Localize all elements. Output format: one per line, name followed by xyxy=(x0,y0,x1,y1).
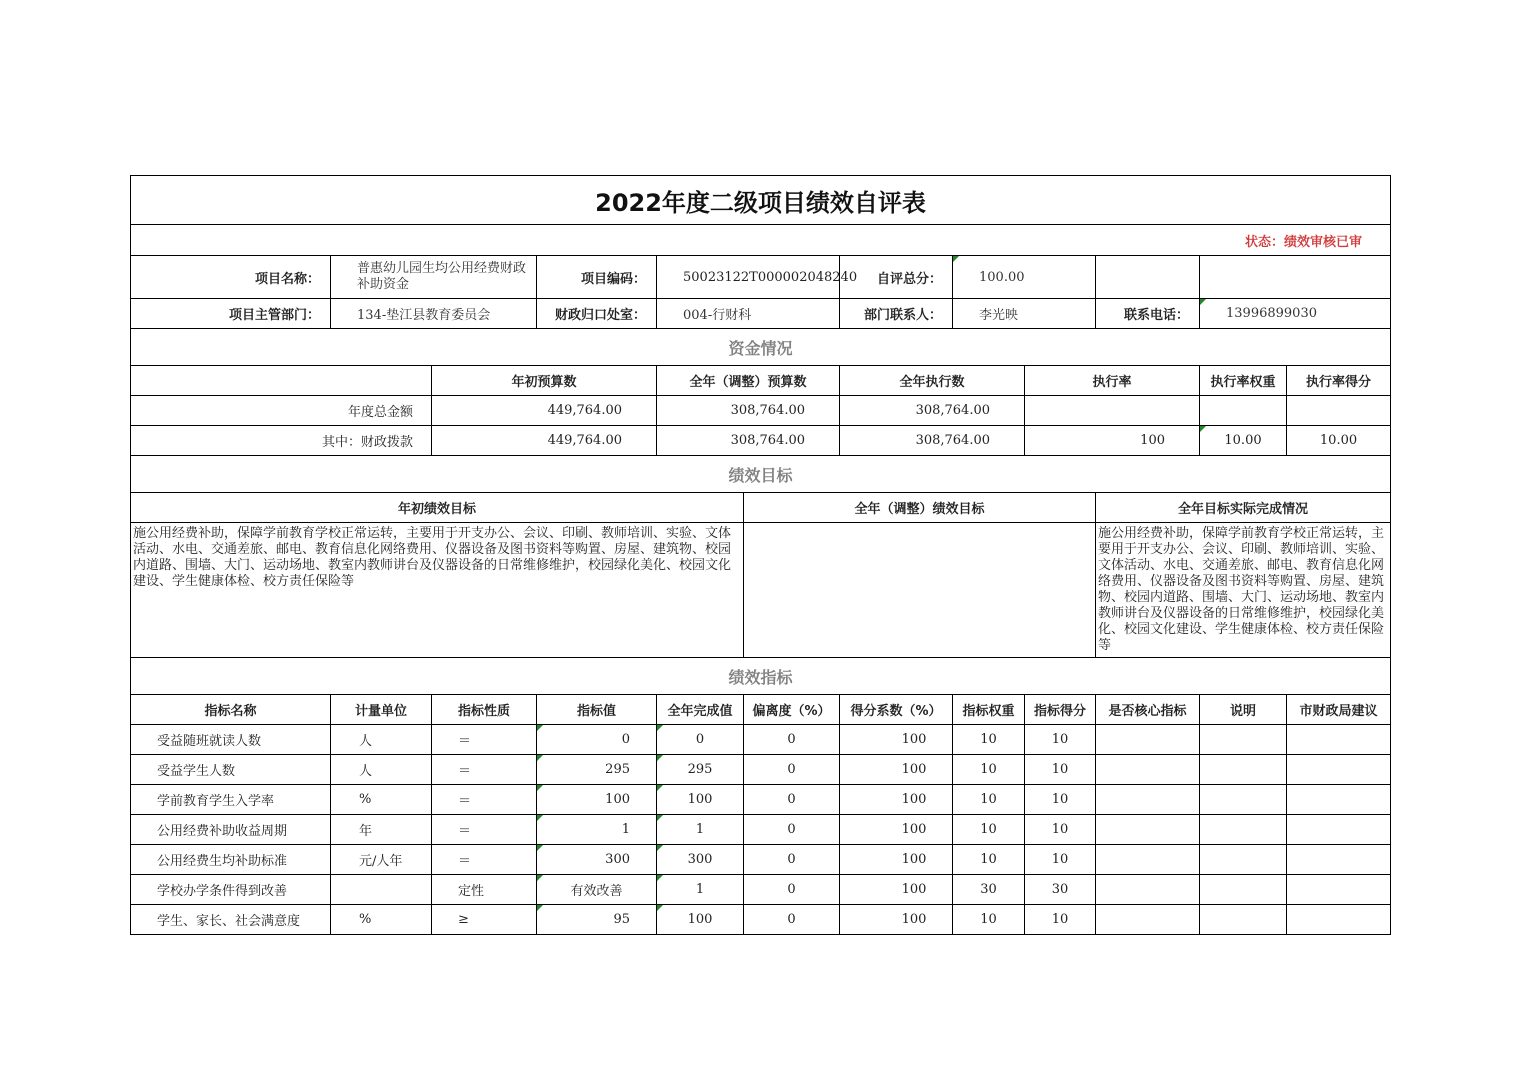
finance-value: 004-行财科 xyxy=(657,299,840,329)
table-row xyxy=(131,905,1391,935)
ind-note xyxy=(1200,755,1287,785)
ind-value: 300 xyxy=(537,845,657,875)
ind-advice xyxy=(1287,785,1391,815)
ind-header-note: 说明 xyxy=(1200,695,1287,725)
ind-unit: % xyxy=(331,905,432,935)
finance-label: 财政归口处室： xyxy=(537,299,657,329)
ind-nature: ＝ xyxy=(432,815,537,845)
ind-note xyxy=(1200,905,1287,935)
ind-score: 10 xyxy=(1025,905,1096,935)
funds-header-executed: 全年执行数 xyxy=(840,366,1025,396)
ind-actual: 300 xyxy=(657,845,744,875)
ind-coef: 100 xyxy=(840,815,953,845)
ind-deviation: 0 xyxy=(744,905,840,935)
ind-actual: 1 xyxy=(657,815,744,845)
ind-header-weight: 指标权重 xyxy=(953,695,1025,725)
ind-unit: 人 xyxy=(331,725,432,755)
ind-nature: 定性 xyxy=(432,875,537,905)
performance-evaluation-table xyxy=(130,175,1391,935)
ind-weight: 10 xyxy=(953,755,1025,785)
project-name-label: 项目名称： xyxy=(131,256,331,299)
project-code-label: 项目编码： xyxy=(537,256,657,299)
ind-nature: ＝ xyxy=(432,755,537,785)
ind-core xyxy=(1096,875,1200,905)
table-row xyxy=(131,815,1391,845)
ind-unit: 年 xyxy=(331,815,432,845)
ind-name: 受益随班就读人数 xyxy=(131,725,331,755)
ind-note xyxy=(1200,815,1287,845)
ind-nature: ＝ xyxy=(432,845,537,875)
empty-cell xyxy=(1200,256,1391,299)
funds-score xyxy=(1287,396,1391,426)
ind-header-core: 是否核心指标 xyxy=(1096,695,1200,725)
ind-advice xyxy=(1287,875,1391,905)
ind-header-unit: 计量单位 xyxy=(331,695,432,725)
ind-coef: 100 xyxy=(840,845,953,875)
goals-header-adjusted: 全年（调整）绩效目标 xyxy=(744,493,1096,523)
funds-initial: 449,764.00 xyxy=(432,426,657,456)
ind-core xyxy=(1096,725,1200,755)
goals-header-actual: 全年目标实际完成情况 xyxy=(1096,493,1391,523)
phone-value: 13996899030 xyxy=(1200,299,1391,329)
ind-coef: 100 xyxy=(840,755,953,785)
contact-label: 部门联系人： xyxy=(840,299,953,329)
ind-note xyxy=(1200,725,1287,755)
funds-rate: 100 xyxy=(1025,426,1200,456)
ind-advice xyxy=(1287,905,1391,935)
ind-name: 公用经费补助收益周期 xyxy=(131,815,331,845)
empty-cell xyxy=(131,366,432,396)
funds-row-label: 其中：财政拨款 xyxy=(131,426,432,456)
ind-weight: 10 xyxy=(953,905,1025,935)
project-code-value: 50023122T000002048240 xyxy=(657,256,840,299)
funds-section-title: 资金情况 xyxy=(131,329,1391,366)
ind-unit: 人 xyxy=(331,755,432,785)
funds-executed: 308,764.00 xyxy=(840,396,1025,426)
funds-weight: 10.00 xyxy=(1200,426,1287,456)
ind-coef: 100 xyxy=(840,725,953,755)
dept-value: 134-垫江县教育委员会 xyxy=(331,299,537,329)
ind-name: 公用经费生均补助标准 xyxy=(131,845,331,875)
goals-section-title: 绩效目标 xyxy=(131,456,1391,493)
ind-deviation: 0 xyxy=(744,875,840,905)
funds-executed: 308,764.00 xyxy=(840,426,1025,456)
ind-actual: 0 xyxy=(657,725,744,755)
phone-label: 联系电话： xyxy=(1096,299,1200,329)
ind-name: 学前教育学生入学率 xyxy=(131,785,331,815)
ind-core xyxy=(1096,845,1200,875)
ind-weight: 30 xyxy=(953,875,1025,905)
ind-header-name: 指标名称 xyxy=(131,695,331,725)
funds-header-adjusted: 全年（调整）预算数 xyxy=(657,366,840,396)
ind-note xyxy=(1200,875,1287,905)
ind-core xyxy=(1096,815,1200,845)
ind-deviation: 0 xyxy=(744,815,840,845)
self-score-value: 100.00 xyxy=(953,256,1096,299)
ind-advice xyxy=(1287,725,1391,755)
ind-weight: 10 xyxy=(953,815,1025,845)
ind-nature: ＝ xyxy=(432,785,537,815)
ind-unit: % xyxy=(331,785,432,815)
empty-cell xyxy=(1096,256,1200,299)
funds-header-weight: 执行率权重 xyxy=(1200,366,1287,396)
ind-value: 100 xyxy=(537,785,657,815)
ind-value: 295 xyxy=(537,755,657,785)
self-score-label: 自评总分： xyxy=(840,256,953,299)
table-row xyxy=(131,755,1391,785)
ind-actual: 295 xyxy=(657,755,744,785)
ind-score: 10 xyxy=(1025,845,1096,875)
ind-deviation: 0 xyxy=(744,785,840,815)
ind-score: 10 xyxy=(1025,815,1096,845)
ind-unit: 元/人年 xyxy=(331,845,432,875)
ind-score: 30 xyxy=(1025,875,1096,905)
ind-advice xyxy=(1287,755,1391,785)
ind-name: 学生、家长、社会满意度 xyxy=(131,905,331,935)
ind-weight: 10 xyxy=(953,725,1025,755)
ind-weight: 10 xyxy=(953,785,1025,815)
ind-core xyxy=(1096,755,1200,785)
ind-value: 1 xyxy=(537,815,657,845)
table-row xyxy=(131,845,1391,875)
ind-deviation: 0 xyxy=(744,725,840,755)
goal-adjusted-text xyxy=(744,523,1096,658)
funds-score: 10.00 xyxy=(1287,426,1391,456)
ind-coef: 100 xyxy=(840,785,953,815)
goals-header-initial: 年初绩效目标 xyxy=(131,493,744,523)
ind-header-advice: 市财政局建议 xyxy=(1287,695,1391,725)
funds-initial: 449,764.00 xyxy=(432,396,657,426)
contact-value: 李光映 xyxy=(953,299,1096,329)
funds-rate xyxy=(1025,396,1200,426)
ind-name: 受益学生人数 xyxy=(131,755,331,785)
table-row xyxy=(131,785,1391,815)
ind-actual: 100 xyxy=(657,905,744,935)
ind-value: 95 xyxy=(537,905,657,935)
ind-note xyxy=(1200,845,1287,875)
ind-nature: ≥ xyxy=(432,905,537,935)
ind-header-coef: 得分系数（%） xyxy=(840,695,953,725)
ind-header-nature: 指标性质 xyxy=(432,695,537,725)
ind-header-actual: 全年完成值 xyxy=(657,695,744,725)
funds-header-rate: 执行率 xyxy=(1025,366,1200,396)
ind-weight: 10 xyxy=(953,845,1025,875)
indicators-section-title: 绩效指标 xyxy=(131,658,1391,695)
dept-label: 项目主管部门： xyxy=(131,299,331,329)
ind-coef: 100 xyxy=(840,875,953,905)
ind-value: 0 xyxy=(537,725,657,755)
ind-score: 10 xyxy=(1025,785,1096,815)
project-name-value: 普惠幼儿园生均公用经费财政补助资金 xyxy=(331,256,537,299)
funds-header-score: 执行率得分 xyxy=(1287,366,1391,396)
funds-adjusted: 308,764.00 xyxy=(657,396,840,426)
ind-nature: ＝ xyxy=(432,725,537,755)
funds-adjusted: 308,764.00 xyxy=(657,426,840,456)
ind-core xyxy=(1096,785,1200,815)
ind-note xyxy=(1200,785,1287,815)
funds-header-initial: 年初预算数 xyxy=(432,366,657,396)
ind-score: 10 xyxy=(1025,725,1096,755)
goal-actual-text: 施公用经费补助，保障学前教育学校正常运转，主要用于开支办公、会议、印刷、教师培训、实验、文体活动、水电、交通差旅、邮电、教育信息化网络费用、仪器设备及图书资料等购置、房屋、建筑物、校园内道路、围墙、大门、运动场地、教室内教师讲台及仪器设备的日常维修维护，校园绿化美化、校园文化建设、学生健康体检、校方责任保险等 xyxy=(1096,523,1391,658)
ind-advice xyxy=(1287,845,1391,875)
goal-initial-text: 施公用经费补助，保障学前教育学校正常运转，主要用于开支办公、会议、印刷、教师培训、实验、文体活动、水电、交通差旅、邮电、教育信息化网络费用、仪器设备及图书资料等购置、房屋、建筑物、校园内道路、围墙、大门、运动场地、教室内教师讲台及仪器设备的日常维修维护，校园绿化美化、校园文化建设、学生健康体检、校方责任保险等 xyxy=(131,523,744,658)
ind-actual: 100 xyxy=(657,785,744,815)
ind-value: 有效改善 xyxy=(537,875,657,905)
ind-header-score: 指标得分 xyxy=(1025,695,1096,725)
ind-score: 10 xyxy=(1025,755,1096,785)
table-row xyxy=(131,725,1391,755)
ind-actual: 1 xyxy=(657,875,744,905)
table-row xyxy=(131,875,1391,905)
ind-deviation: 0 xyxy=(744,755,840,785)
funds-weight xyxy=(1200,396,1287,426)
page-title: 2022年度二级项目绩效自评表 xyxy=(131,176,1391,225)
ind-advice xyxy=(1287,815,1391,845)
ind-coef: 100 xyxy=(840,905,953,935)
ind-core xyxy=(1096,905,1200,935)
funds-row-label: 年度总金额 xyxy=(131,396,432,426)
ind-deviation: 0 xyxy=(744,845,840,875)
status-badge: 状态：绩效审核已审 xyxy=(131,225,1391,256)
ind-unit xyxy=(331,875,432,905)
ind-header-value: 指标值 xyxy=(537,695,657,725)
ind-header-deviation: 偏离度（%） xyxy=(744,695,840,725)
ind-name: 学校办学条件得到改善 xyxy=(131,875,331,905)
